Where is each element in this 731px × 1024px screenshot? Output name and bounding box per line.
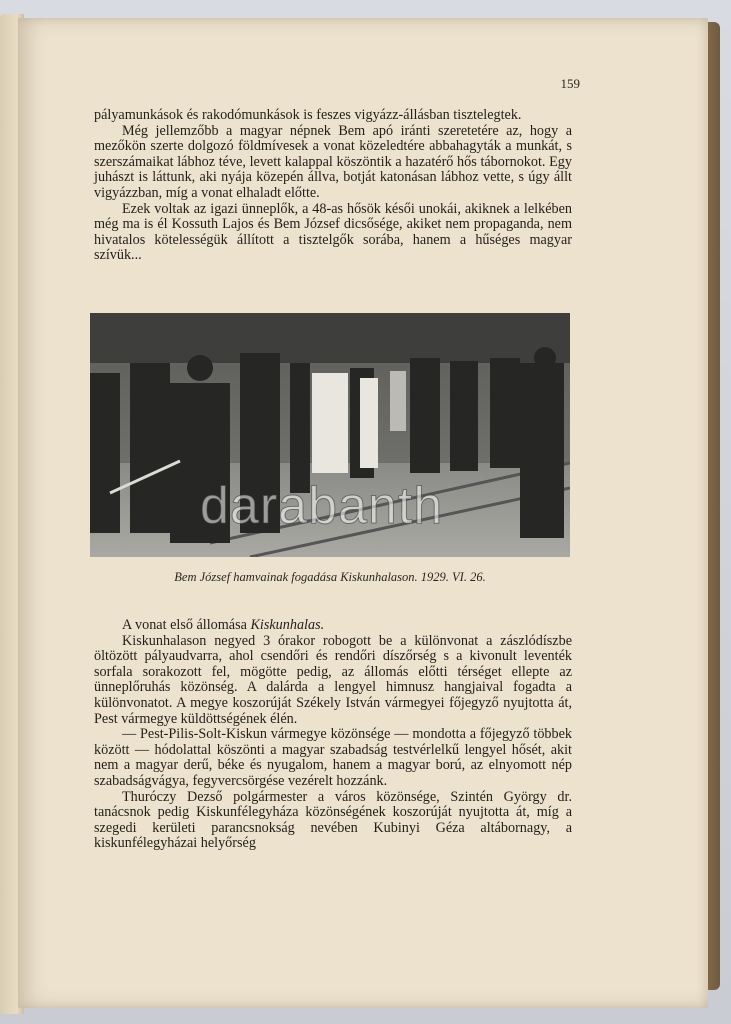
paragraph: Még jellemzőbb a magyar népnek Bem apó iránti szeretetére az, hogy a mezőkön szerte dolgozó földmívesek a vonat közeledtére abbahagyták a munkát, s szerszámaikat lábhoz téve, levett kalappal köszöntik a hazatérő hős tábornokot. Egy juhászt is láttunk, aki nyája közepén állva, botját katonásan lábhoz vette, s úgy állt vigyázzban, míg a vonat elhaladt előtte. [94,122,572,201]
paragraph: pályamunkások és rakodómunkások is feszes vigyázz-állásban tisztelegtek. [94,107,522,123]
page-number: 159 [560,76,580,91]
text-block-top [94,108,572,264]
paragraph: Thuróczy Dezső polgármester a város közönsége, Szintén György dr. tanácsnok pedig Kiskunfélegyháza közönségének koszorúját nyujtotta át, míg a szegedi kerületi parancsnokság nevében Kubinyi Géza altábornagy, a kiskunfélegyházai helyőrség [94,788,572,852]
watermark: darabanth [200,477,444,535]
photo-caption: Bem József hamvainak fogadása Kiskunhalason. 1929. VI. 26. [174,570,486,584]
section-intro-prefix: A vonat első állomása [122,617,251,633]
section-intro-place: Kiskunhalas. [250,617,325,633]
paragraph: Ezek voltak az igazi ünneplők, a 48-as hősök késői unokái, akiknek a lelkében még ma is él Kossuth Lajos és Bem József dicsősége, akiket nem propaganda, nem hivatalos kötelességük állított a tisztelgők sorába, hanem a hűséges magyar szívük... [94,200,572,264]
paragraph: Kiskunhalason negyed 3 órakor robogott be a különvonat a zászlódíszbe öltözött pályaudvarra, ahol csendőri és rendőri díszőrség s a kivonult leventék sorfala sorakozott fel, mögötte pedig, az állomás előtti térséget ellepte az ünneplőruhás közönség. A dalárda a lengyel himnusz hangjaival fogadta a különvonatot. A megye koszorúját Székely István vármegyei főjegyző nyujtotta át, Pest vármegye küldöttségének élén. [94,632,572,727]
text-block-bottom [94,618,572,852]
section-intro [94,618,572,634]
paragraph: — Pest-Pilis-Solt-Kiskun vármegye közönsége — mondotta a főjegyző többek között — hódolattal köszönti a magyar szabadság testvérlelkű lengyel hősét, akit nem a magyar derű, béke és nyugalom, hanem a magyar ború, az elnyomott nép szabadságvágya, fegyvercsörgése vezérelt hozzánk. [94,726,572,789]
